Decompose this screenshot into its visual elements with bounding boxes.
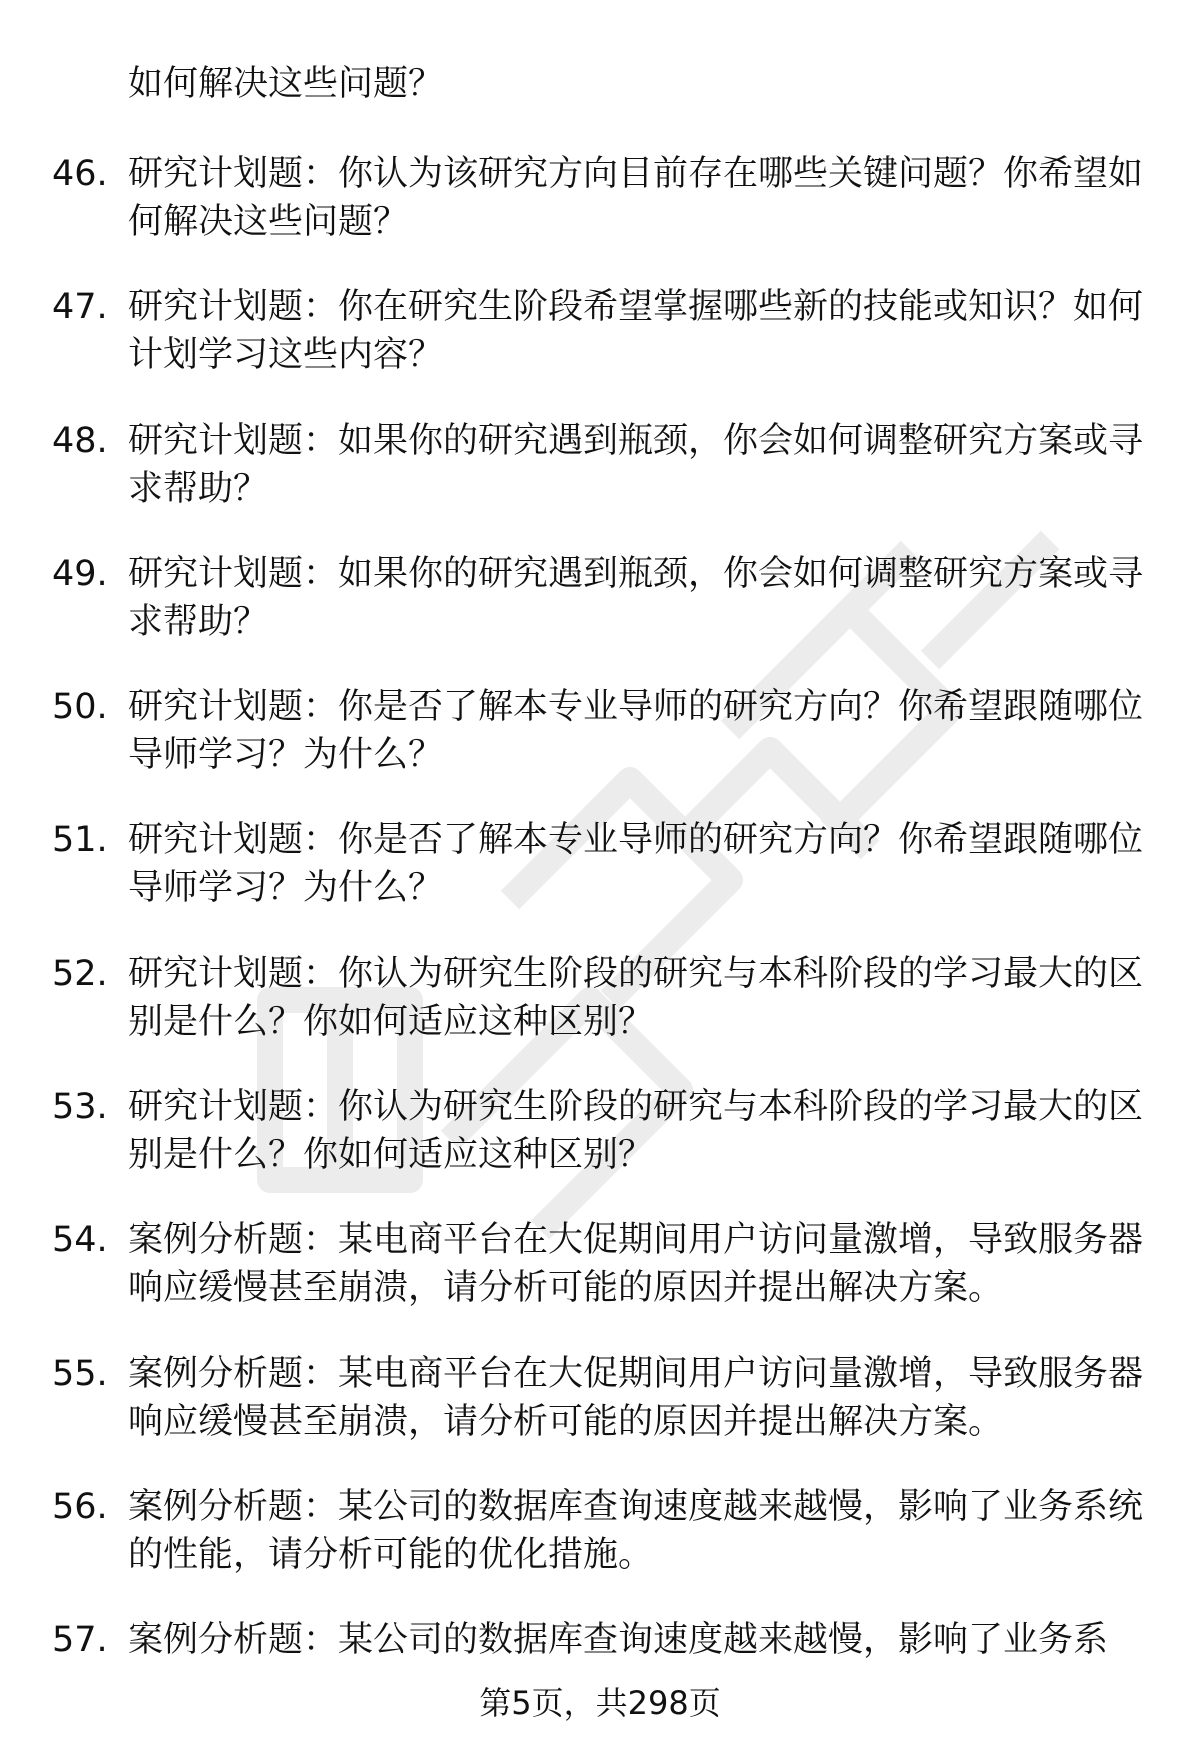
question-text: 研究计划题：你是否了解本专业导师的研究方向？你希望跟随哪位导师学习？为什么？: [128, 687, 1144, 776]
question-item: [0, 950, 1200, 1083]
question-text: 研究计划题：你在研究生阶段希望掌握哪些新的技能或知识？如何计划学习这些内容？: [128, 287, 1144, 376]
question-number: 54.: [52, 1220, 108, 1261]
question-item: [0, 1350, 1200, 1483]
question-text: 研究计划题：如果你的研究遇到瓶颈，你会如何调整研究方案或寻求帮助？: [128, 420, 1144, 509]
question-text: 研究计划题：你认为研究生阶段的研究与本科阶段的学习最大的区别是什么？你如何适应这种区别？: [128, 1087, 1144, 1176]
question-number: 46.: [52, 154, 108, 194]
question-text: 研究计划题：你是否了解本专业导师的研究方向？你希望跟随哪位导师学习？为什么？: [128, 820, 1144, 909]
question-item: [0, 150, 1200, 283]
question-number: 49.: [52, 553, 108, 594]
question-number: 51.: [52, 820, 108, 861]
question-item: [0, 1083, 1200, 1216]
question-number: 50.: [52, 687, 108, 728]
question-item: [0, 1483, 1200, 1616]
question-text: 案例分析题：某公司的数据库查询速度越来越慢，影响了业务系统的性能，请分析可能的优化措施。: [128, 1486, 1144, 1575]
continuation-text: 如何解决这些问题？: [128, 64, 444, 104]
page-footer: 第5页，共298页: [479, 1684, 721, 1722]
question-text: 案例分析题：某电商平台在大促期间用户访问量激增，导致服务器响应缓慢甚至崩溃，请分析可能的原因并提出解决方案。: [128, 1353, 1144, 1442]
question-item: [0, 550, 1200, 683]
question-list: [0, 150, 1200, 1750]
question-item: [0, 417, 1200, 550]
question-number: 56.: [52, 1486, 108, 1527]
question-item: [0, 816, 1200, 949]
question-number: 48.: [52, 420, 108, 461]
question-text: 案例分析题：某公司的数据库查询速度越来越慢，影响了业务系: [128, 1620, 1109, 1661]
question-text: 研究计划题：你认为该研究方向目前存在哪些关键问题？你希望如何解决这些问题？: [128, 154, 1144, 242]
question-item: [0, 283, 1200, 416]
question-text: 研究计划题：你认为研究生阶段的研究与本科阶段的学习最大的区别是什么？你如何适应这种区别？: [128, 953, 1144, 1042]
question-number: 52.: [52, 953, 108, 994]
question-number: 55.: [52, 1353, 108, 1394]
question-item: [0, 683, 1200, 816]
question-text: 研究计划题：如果你的研究遇到瓶颈，你会如何调整研究方案或寻求帮助？: [128, 553, 1144, 642]
question-number: 47.: [52, 287, 108, 328]
question-number: 57.: [52, 1620, 108, 1661]
question-text: 案例分析题：某电商平台在大促期间用户访问量激增，导致服务器响应缓慢甚至崩溃，请分析可能的原因并提出解决方案。: [128, 1220, 1144, 1309]
question-item: [0, 1216, 1200, 1349]
question-number: 53.: [52, 1087, 108, 1128]
